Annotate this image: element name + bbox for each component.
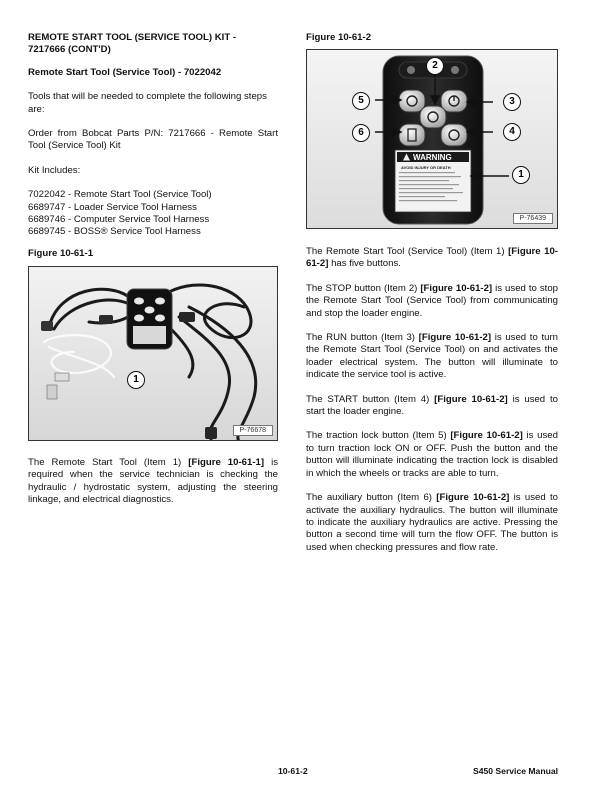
remote-start-kit-photo [29,267,278,441]
section-heading-line2: 7217666 (CONT'D) [28,44,111,56]
kit-includes-label: Kit Includes: [28,164,81,176]
label-warning-text: WARNING [413,153,452,162]
para-text: The START button (Item 4) [306,393,435,405]
intro-text: Tools that will be needed to complete the following steps are: [28,91,267,115]
para-text: is used to activate the auxiliary hydraulics. The button will illuminate to indicate the auxiliary hydraulics are active. Pressing the button a second time will turn the flow OFF. The button is used when checking pressures and flow rate. [306,492,558,553]
auxiliary-button-paragraph [306,492,558,554]
stop-button-paragraph [306,283,558,320]
kit-item: 6689746 - Computer Service Tool Harness [28,214,210,226]
section-heading-line1: REMOTE START TOOL (SERVICE TOOL) KIT - [28,32,237,43]
manual-title: S450 Service Manual [472,766,558,776]
figure-reference: [Figure 10-61-2] [434,393,508,405]
figure-2-callout-3: 3 [503,93,521,111]
order-text: Order from Bobcat Parts P/N: 7217666 - Remote Start Tool (Service Tool) Kit [28,128,278,152]
figure-reference: [Figure 10-61-2] [420,282,493,294]
figure-reference: [Figure 10-61-1] [188,457,265,468]
para-text: The Remote Start Tool (Item 1) [28,457,189,468]
para-text: is required when the service technician is checking the hydraulic / hydrostatic system, adjusting the steering linkage, and electrical diagnostics. [28,457,279,506]
figure-1-part-number: P-76678 [233,425,273,436]
label-warning-subtext: AVOID INJURY OR DEATH [401,165,451,170]
remote-start-tool-photo [307,50,558,229]
para-text: is used to start the loader engine. [306,393,558,418]
right-column [306,246,558,554]
figure-2-callout-4: 4 [503,123,521,141]
figure-2-callout-2: 2 [426,57,444,75]
run-button-paragraph [306,332,558,382]
para-text: The Remote Start Tool (Service Tool) (Item 1) [306,246,509,257]
para-text: The traction lock button (Item 5) [306,430,451,442]
figure-reference: [Figure 10-61-2] [418,332,492,344]
kit-item: 7022042 - Remote Start Tool (Service Tool) [28,189,212,201]
kit-item: 6689747 - Loader Service Tool Harness [28,201,197,213]
remote-start-tool-paragraph [28,457,278,507]
figure-10-61-2 [306,49,558,229]
figure-2-callout-6: 6 [352,124,370,142]
para-text: is used to turn the Remote Start Tool (Service Tool) on and activates the loader electrical system. The button will illuminate to indicate the service tool is active. [306,332,558,381]
para-text: The STOP button (Item 2) [306,282,421,294]
figure-10-61-1 [28,266,278,441]
para-text: is used to turn traction lock ON or OFF. Push the button and the button will illuminate indicating the traction lock is disabled in which the wheels or tracks are able to turn. [306,430,558,479]
para-text: The RUN button (Item 3) [306,332,419,344]
start-button-paragraph [306,394,558,419]
left-column [28,32,278,239]
figure-reference: [Figure 10-61-2] [436,492,510,504]
figure-2-callout-1: 1 [512,166,530,184]
figure-2-callout-5: 5 [352,92,370,110]
tool-buttons-paragraph [306,246,558,271]
kit-item: 6689745 - BOSS® Service Tool Harness [28,226,201,238]
figure-1-callout-1: 1 [127,371,145,389]
section-heading [28,32,278,57]
subheading: Remote Start Tool (Service Tool) - 7022042 [28,66,222,78]
figure-2-caption: Figure 10-61-2 [306,32,372,43]
page-number: 10-61-2 [278,766,308,776]
traction-lock-paragraph [306,430,558,480]
figure-reference: [Figure 10-61-2] [450,430,523,442]
figure-1-caption: Figure 10-61-1 [28,248,94,259]
figure-reference: [Figure 10-61-2] [306,246,558,270]
para-text: is used to stop the Remote Start Tool (Service Tool) from communicating and stop the loader engine. [306,282,558,319]
para-text: The auxiliary button (Item 6) [306,492,437,504]
para-text: has five buttons. [328,258,401,270]
kit-list [28,189,278,239]
figure-2-part-number: P-76439 [513,213,553,224]
